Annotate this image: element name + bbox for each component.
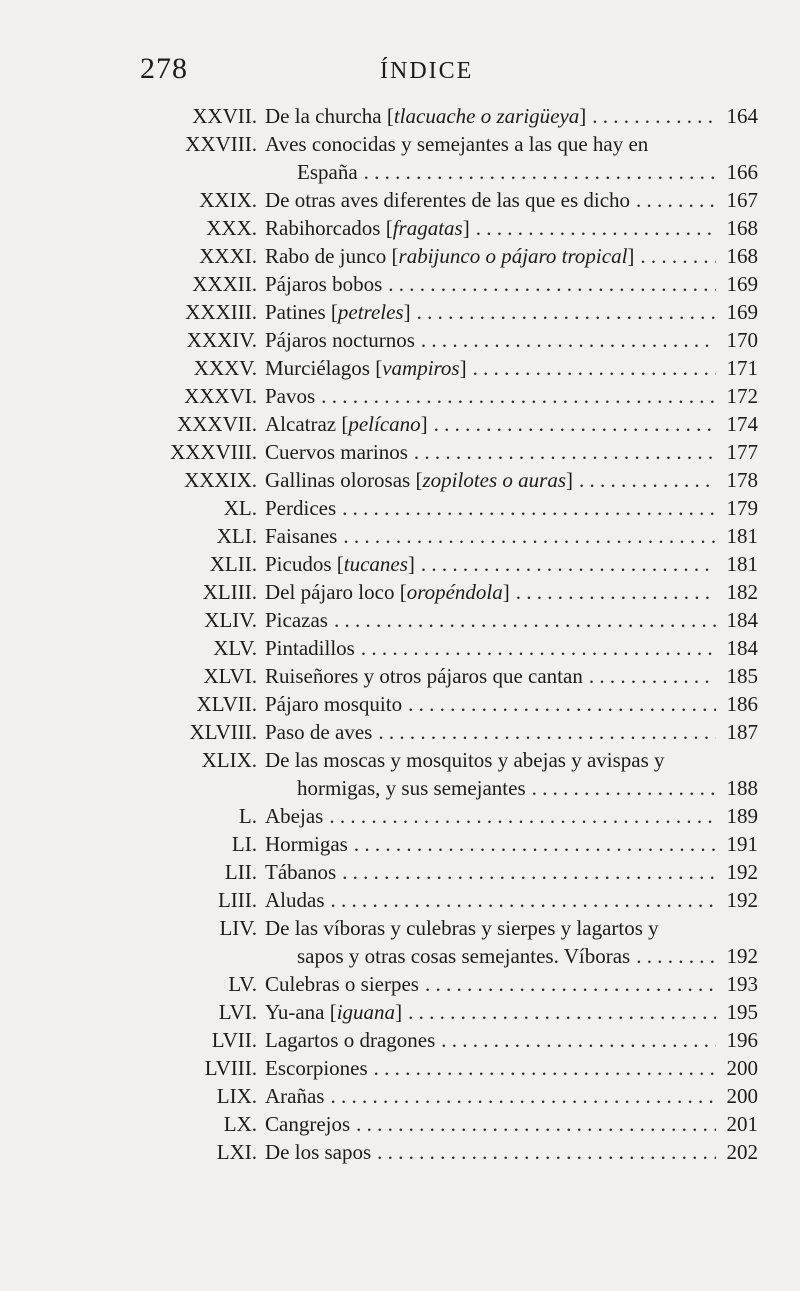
title-segment: ] [462, 216, 470, 240]
dot-leader [343, 522, 716, 550]
dot-leader [374, 1054, 716, 1082]
dot-leader [476, 214, 716, 242]
chapter-number: XLVIII. [189, 720, 257, 744]
toc-entry [0, 830, 800, 858]
entry-body [265, 102, 758, 130]
chapter-number: XLIV. [204, 608, 257, 632]
chapter-number: XXVIII. [185, 132, 257, 156]
title-segment: Cangrejos [265, 1112, 351, 1136]
page-ref: 184 [726, 636, 758, 660]
chapter-title [265, 382, 315, 410]
title-segment: Abejas [265, 804, 324, 828]
entry-body [265, 1082, 758, 1110]
dot-leader [356, 1110, 716, 1138]
title-segment: Perdices [265, 496, 337, 520]
title-segment: ] [502, 580, 510, 604]
entry-body [297, 942, 758, 970]
page-ref: 169 [726, 300, 758, 324]
chapter-title [265, 998, 402, 1026]
title-segment: De las víboras y culebras y sierpes y lagartos y [265, 916, 659, 940]
toc-entry [0, 1082, 800, 1110]
toc-entry-continuation [0, 774, 800, 802]
title-italic-segment: vampiros [382, 356, 460, 380]
chapter-number: XLIII. [202, 580, 257, 604]
page-ref: 186 [726, 692, 758, 716]
toc-entry [0, 102, 800, 130]
title-segment: ] [459, 356, 467, 380]
toc-entry [0, 858, 800, 886]
chapter-number: LVII. [211, 1028, 257, 1052]
chapter-number: XLV. [213, 636, 257, 660]
chapter-title [265, 830, 348, 858]
chapter-number: LII. [224, 860, 257, 884]
page-ref: 172 [726, 384, 758, 408]
title-segment: Lagartos o dragones [265, 1028, 436, 1052]
title-italic-segment: petreles [337, 300, 404, 324]
chapter-title [265, 970, 419, 998]
title-italic-segment: zopilotes o auras [422, 468, 566, 492]
chapter-number: LVIII. [204, 1056, 257, 1080]
chapter-title [265, 1026, 435, 1054]
entry-body [265, 1138, 758, 1166]
toc-entry-continuation [0, 942, 800, 970]
title-italic-segment: iguana [336, 1000, 396, 1024]
chapter-title [265, 550, 415, 578]
toc-entry [0, 438, 800, 466]
toc-entry [0, 494, 800, 522]
page-ref: 192 [726, 860, 758, 884]
page-ref: 170 [726, 328, 758, 352]
chapter-number: LX. [223, 1112, 257, 1136]
page-ref: 164 [726, 104, 758, 128]
title-segment: De las moscas y mosquitos y abejas y avispas y [265, 748, 665, 772]
page-ref: 200 [726, 1056, 758, 1080]
page-ref: 187 [726, 720, 758, 744]
dot-leader [417, 298, 716, 326]
dot-leader [334, 606, 716, 634]
title-segment: España [297, 160, 358, 184]
chapter-number: LVI. [218, 1000, 257, 1024]
toc-entry [0, 130, 800, 158]
title-italic-segment: pelícano [348, 412, 421, 436]
title-segment: Tábanos [265, 860, 337, 884]
entry-body [265, 522, 758, 550]
page-ref: 188 [726, 776, 758, 800]
toc-entry [0, 606, 800, 634]
page-ref: 191 [726, 832, 758, 856]
title-segment: Pintadillos [265, 636, 355, 660]
chapter-title [265, 718, 372, 746]
chapter-title [265, 494, 336, 522]
dot-leader [361, 634, 716, 662]
chapter-title [265, 690, 402, 718]
toc-entry [0, 1110, 800, 1138]
entry-body [265, 382, 758, 410]
page-ref: 179 [726, 496, 758, 520]
chapter-number: XXX. [206, 216, 257, 240]
entry-body [265, 410, 758, 438]
dot-leader [636, 186, 716, 214]
chapter-number: XLIX. [201, 748, 257, 772]
entry-body [265, 914, 758, 942]
entry-body [265, 1026, 758, 1054]
dot-leader [414, 438, 716, 466]
page-ref: 181 [726, 524, 758, 548]
toc-entry [0, 522, 800, 550]
toc-entry [0, 354, 800, 382]
chapter-title [265, 186, 630, 214]
chapter-title [265, 1138, 371, 1166]
dot-leader [408, 998, 716, 1026]
toc-entry [0, 410, 800, 438]
chapter-number: XLVII. [196, 692, 257, 716]
page-ref: 166 [726, 160, 758, 184]
entry-body [265, 214, 758, 242]
page-ref: 193 [726, 972, 758, 996]
title-segment: ] [579, 104, 587, 128]
entry-body [265, 662, 758, 690]
title-italic-segment: rabijunco o pájaro tropical [398, 244, 628, 268]
title-segment: Faisanes [265, 524, 338, 548]
chapter-title [265, 130, 648, 158]
chapter-number: LV. [228, 972, 257, 996]
title-segment: Rabihorcados [ [265, 216, 393, 240]
chapter-number: XXXVII. [177, 412, 257, 436]
title-italic-segment: tucanes [343, 552, 408, 576]
chapter-title [265, 578, 510, 606]
chapter-title [265, 746, 665, 774]
page-ref: 168 [726, 216, 758, 240]
chapter-title [265, 634, 355, 662]
chapter-title [265, 606, 328, 634]
chapter-title [265, 242, 634, 270]
toc-entry [0, 382, 800, 410]
title-segment: Rabo de junco [ [265, 244, 399, 268]
page-ref: 167 [726, 188, 758, 212]
dot-leader [636, 942, 716, 970]
page-ref: 195 [726, 1000, 758, 1024]
toc-entry [0, 1138, 800, 1166]
title-segment: Ruiseñores y otros pájaros que cantan [265, 664, 583, 688]
dot-leader [329, 802, 716, 830]
title-segment: Cuervos marinos [265, 440, 408, 464]
dot-leader [342, 858, 716, 886]
toc-entry-continuation [0, 158, 800, 186]
dot-leader [434, 410, 716, 438]
chapter-number: XXXII. [192, 272, 257, 296]
chapter-number: LI. [231, 832, 257, 856]
dot-leader [640, 242, 716, 270]
title-segment: De otras aves diferentes de las que es dicho [265, 188, 631, 212]
page-ref: 171 [726, 356, 758, 380]
dot-leader [532, 774, 716, 802]
dot-leader [342, 494, 716, 522]
entry-body [265, 130, 758, 158]
entry-body [265, 634, 758, 662]
entry-body [265, 746, 758, 774]
dot-leader [473, 354, 716, 382]
toc-entry [0, 662, 800, 690]
toc-entry [0, 326, 800, 354]
title-segment: Pájaros nocturnos [265, 328, 415, 352]
chapter-number: XLII. [209, 552, 257, 576]
dot-leader [331, 886, 717, 914]
toc-entry [0, 214, 800, 242]
dot-leader [321, 382, 716, 410]
title-italic-segment: oropéndola [406, 580, 503, 604]
chapter-title [265, 802, 323, 830]
title-segment: De los sapos [265, 1140, 372, 1164]
title-segment: Pájaro mosquito [265, 692, 403, 716]
entry-body [265, 242, 758, 270]
title-segment: ] [627, 244, 635, 268]
entry-body [265, 186, 758, 214]
chapter-title [265, 858, 336, 886]
page-ref: 177 [726, 440, 758, 464]
chapter-number: XXXV. [193, 356, 257, 380]
title-segment: Picazas [265, 608, 328, 632]
chapter-number: LIX. [216, 1084, 257, 1108]
chapter-number: XXIX. [199, 188, 257, 212]
chapter-number: XL. [223, 496, 257, 520]
entry-body [265, 270, 758, 298]
page-ref: 178 [726, 468, 758, 492]
entry-body [265, 830, 758, 858]
title-segment: ] [403, 300, 411, 324]
title-segment: Del pájaro loco [ [265, 580, 407, 604]
chapter-title [297, 774, 526, 802]
title-segment: ] [566, 468, 573, 492]
toc-entry [0, 970, 800, 998]
page-ref: 192 [726, 944, 758, 968]
dot-leader [408, 690, 716, 718]
entry-body [297, 774, 758, 802]
entry-body [265, 886, 758, 914]
page-ref: 192 [726, 888, 758, 912]
chapter-number: XLI. [216, 524, 257, 548]
entry-body [265, 326, 758, 354]
title-segment: Culebras o sierpes [265, 972, 419, 996]
page-ref: 169 [726, 272, 758, 296]
page-ref: 185 [726, 664, 758, 688]
toc-entry [0, 634, 800, 662]
toc-entry [0, 550, 800, 578]
toc-entry [0, 746, 800, 774]
title-segment: sapos y otras cosas semejantes. Víboras [297, 944, 631, 968]
chapter-number: L. [238, 804, 257, 828]
chapter-title [265, 886, 325, 914]
toc-entry [0, 242, 800, 270]
page-ref: 174 [726, 412, 758, 436]
page-ref: 181 [726, 552, 758, 576]
entry-body [265, 718, 758, 746]
title-segment: Murciélagos [ [265, 356, 383, 380]
title-segment: Alcatraz [ [265, 412, 349, 436]
entry-body [265, 606, 758, 634]
chapter-number: XXXIII. [185, 300, 257, 324]
chapter-title [265, 466, 573, 494]
dot-leader [364, 158, 716, 186]
title-segment: Paso de aves [265, 720, 373, 744]
entry-body [265, 494, 758, 522]
title-italic-segment: tlacuache o zarigüeya [393, 104, 580, 128]
entry-body [265, 970, 758, 998]
title-segment: hormigas, y sus semejantes [297, 776, 526, 800]
chapter-title [265, 326, 415, 354]
chapter-title [297, 942, 630, 970]
page-ref: 196 [726, 1028, 758, 1052]
chapter-title [265, 102, 586, 130]
title-segment: Arañas [265, 1084, 325, 1108]
toc-entry [0, 1026, 800, 1054]
chapter-title [265, 270, 382, 298]
chapter-title [265, 914, 659, 942]
dot-leader [516, 578, 716, 606]
dot-leader [441, 1026, 716, 1054]
dot-leader [378, 718, 716, 746]
chapter-number: LIV. [219, 916, 257, 940]
title-segment: ] [420, 412, 428, 436]
chapter-title [265, 1110, 350, 1138]
toc-entry [0, 270, 800, 298]
toc-entry [0, 298, 800, 326]
chapter-number: XXXIV. [186, 328, 257, 352]
table-of-contents [0, 102, 800, 1166]
entry-body [265, 858, 758, 886]
page-ref: 184 [726, 608, 758, 632]
title-segment: Patines [ [265, 300, 338, 324]
entry-body [265, 578, 758, 606]
dot-leader [330, 1082, 716, 1110]
title-segment: ] [407, 552, 415, 576]
chapter-title [265, 214, 470, 242]
chapter-title [265, 354, 467, 382]
title-segment: Escorpiones [265, 1056, 368, 1080]
entry-body [265, 466, 758, 494]
chapter-number: XLVI. [203, 664, 257, 688]
page-ref: 189 [726, 804, 758, 828]
title-segment: Pájaros bobos [265, 272, 383, 296]
entry-body [297, 158, 758, 186]
title-segment: ] [395, 1000, 403, 1024]
dot-leader [579, 466, 716, 494]
chapter-title [297, 158, 358, 186]
running-head: ÍNDICE [380, 58, 474, 84]
title-segment: Hormigas [265, 832, 348, 856]
chapter-number: XXXIX. [184, 468, 257, 492]
title-segment: De la churcha [ [265, 104, 394, 128]
dot-leader [425, 970, 716, 998]
toc-entry [0, 186, 800, 214]
title-segment: Picudos [ [265, 552, 344, 576]
title-segment: Aludas [265, 888, 325, 912]
entry-body [265, 298, 758, 326]
chapter-number: XXXI. [199, 244, 257, 268]
page-ref: 168 [726, 244, 758, 268]
title-segment: Gallinas olorosas [ [265, 468, 423, 492]
entry-body [265, 550, 758, 578]
title-segment: Aves conocidas y semejantes a las que hay en [265, 132, 649, 156]
chapter-title [265, 410, 428, 438]
chapter-number: XXXVI. [184, 384, 257, 408]
page-number: 278 [140, 52, 188, 85]
entry-body [265, 998, 758, 1026]
chapter-number: LXI. [216, 1140, 257, 1164]
toc-entry [0, 578, 800, 606]
toc-entry [0, 802, 800, 830]
chapter-title [265, 662, 583, 690]
entry-body [265, 354, 758, 382]
page-ref: 201 [726, 1112, 758, 1136]
chapter-number: XXVII. [192, 104, 257, 128]
dot-leader [421, 326, 716, 354]
page-ref: 202 [726, 1140, 758, 1164]
dot-leader [354, 830, 716, 858]
chapter-title [265, 522, 337, 550]
toc-entry [0, 886, 800, 914]
chapter-number: LIII. [217, 888, 257, 912]
toc-entry [0, 1054, 800, 1082]
toc-entry [0, 690, 800, 718]
dot-leader [388, 270, 716, 298]
entry-body [265, 1110, 758, 1138]
entry-body [265, 1054, 758, 1082]
title-segment: Pavos [265, 384, 316, 408]
page-ref: 182 [726, 580, 758, 604]
entry-body [265, 802, 758, 830]
chapter-title [265, 1054, 368, 1082]
chapter-title [265, 438, 408, 466]
entry-body [265, 690, 758, 718]
toc-entry [0, 998, 800, 1026]
dot-leader [592, 102, 716, 130]
chapter-title [265, 298, 411, 326]
page-ref: 200 [726, 1084, 758, 1108]
dot-leader [421, 550, 716, 578]
entry-body [265, 438, 758, 466]
toc-entry [0, 914, 800, 942]
title-segment: Yu-ana [ [265, 1000, 337, 1024]
toc-entry [0, 718, 800, 746]
title-italic-segment: fragatas [392, 216, 463, 240]
dot-leader [377, 1138, 716, 1166]
toc-entry [0, 466, 800, 494]
dot-leader [589, 662, 716, 690]
chapter-title [265, 1082, 324, 1110]
chapter-number: XXXVIII. [170, 440, 257, 464]
